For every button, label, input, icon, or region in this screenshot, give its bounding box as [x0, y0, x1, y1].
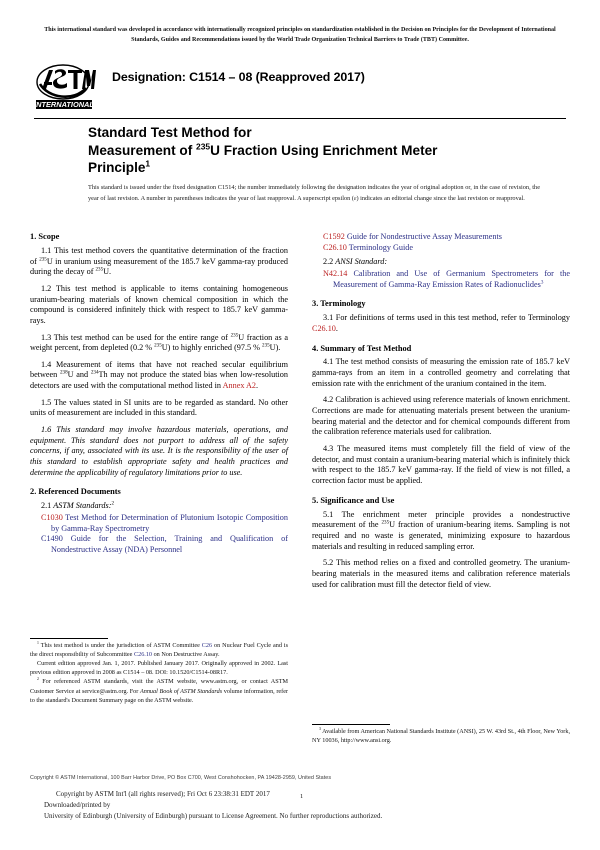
link-c26[interactable]: C26 [201, 642, 213, 649]
title-block [88, 124, 540, 177]
footnote-number-1: 1 [37, 640, 39, 645]
footnote-1-edition: Current edition approved Jan. 1, 2017. Published January 2017. Originally approved in 2002. Last previous edition approved in 2008 as C1514 – 08. DOI: 10.1520/C1514-08R17. [30, 660, 288, 677]
isotope-superscript: 235 [39, 255, 47, 262]
footnote-1: $^1$ This test method is under the jurisdiction of ASTM Committee C26 on Nuclear Fuel Cycle and is the direct responsibility of Subcommittee C26.10 on Non Destructive Assay. [30, 640, 288, 659]
footnotes-right [312, 727, 570, 745]
download-stamp-line-3: University of Edinburgh (University of Edinburgh) pursuant to License Agreement. No further reproductions authorized. [44, 811, 383, 820]
isotope-superscript: 235 [230, 331, 239, 338]
paragraph-4-3: 4.3 The measured items must completely fill the field of view of the detector, and must contain a uranium-bearing material which is infinitely thick with respect to the 185.7 keV gamma-ray. If the field of view is not filled, a correction factor must be applied. [312, 444, 570, 485]
footnote-number-2: 2 [37, 677, 39, 682]
paragraph-1-6: 1.6 This standard may involve hazardous materials, operations, and equipment. This standard does not purport to address all of the safety concerns, if any, associated with its use. It is the responsibility of the user of this standard to establish appropriate safety and health practices and determine the applicability of regulatory limitations prior to use. [30, 425, 288, 477]
link-c1592[interactable]: C1592 [323, 232, 345, 241]
footnote-marker-3: 3 [540, 278, 544, 285]
isotope-superscript: 235 [154, 342, 162, 349]
section-heading-terminology: 3. Terminology [312, 299, 366, 309]
link-c1030[interactable]: C1030 [41, 512, 63, 522]
issued-under-note [88, 183, 540, 204]
paragraph-5-1: 5.1 The enrichment meter principle provides a nondestructive measurement of the $^{235}$U fraction of uranium-bearing items. Sampling is not required and no waste is generated, minimizing exposure to hazardous materials and resulting in reduced sampling error. [312, 509, 570, 551]
tbt-notice [34, 26, 566, 46]
isotope-superscript: 234 [90, 369, 99, 376]
footnote-3: $^3$ Available from American National Standards Institute (ANSI), 25 W. 43rd St., 4th Floor, New York, NY 10036, http://www.ansi.org. [312, 726, 570, 745]
paragraph-4-2: 4.2 Calibration is achieved using reference materials of known enrichment. Corrections are made for attenuating materials present between the uranium-bearing material and the detector and for chemical compounds different from the calibration reference materials used for calibration. [312, 395, 570, 437]
reference-entry-c1030[interactable]: C1030 Test Method for Determination of Plutonium Isotopic Composition by Gamma-Ray Spectrometry [41, 512, 288, 533]
issued-note-text-b: ) indicates an editorial change since the last revision or reapproval. [356, 194, 525, 202]
subheading-ansi-standard: 2.2 ANSI Standard: [323, 257, 388, 267]
isotope-superscript: 235 [381, 519, 390, 526]
issued-note-text-a: This standard is issued under the fixed designation C1514; the number immediately following the designation indicates the year of original adoption or, in the case of revision, the year of last revision. A number in parentheses indicates the year of last reapproval. A superscript epsilon ( [88, 184, 540, 202]
link-terminology-c26-10[interactable]: C26.10 [312, 323, 336, 333]
paragraph-5-2: 5.2 This method relies on a fixed and controlled geometry. The uranium-bearing materials in the measured items and calibration reference materials used for calibration must fill the detector field of view. [312, 558, 570, 589]
title-line-3: Principle$^1$ [88, 158, 151, 176]
title-line-2: Measurement of $^{235}$U Fraction Using Enrichment Meter [88, 141, 438, 158]
document-header [34, 62, 566, 114]
footnote-divider-left [30, 638, 108, 639]
astm-logo [34, 62, 96, 112]
link-c1490[interactable]: C1490 [41, 534, 63, 544]
link-annex-a2[interactable]: Annex A2 [222, 381, 257, 391]
link-n42-14[interactable]: N42.14 [323, 268, 348, 278]
paragraph-1-4: 1.4 Measurement of items that have not reached secular equilibrium between $^{238}$U and $^{234}$Th may not produce the stated bias when low-resolution detectors are used with the computational method listed in Annex A2. [30, 359, 288, 391]
section-heading-scope: 1. Scope [30, 232, 60, 241]
astm-logo-subtext: INTERNATIONAL [34, 100, 94, 109]
isotope-superscript: 235 [95, 266, 104, 273]
header-divider [34, 118, 566, 119]
left-column [30, 232, 288, 556]
footnote-marker-1: 1 [145, 158, 151, 169]
download-stamp-line-2: Downloaded/printed by [44, 800, 111, 809]
download-stamp [44, 789, 564, 822]
paragraph-4-1: 4.1 The test method consists of measuring the emission rate of 185.7 keV gamma-rays from an item in a controlled geometry and correlating that emission rate with the enrichment of the uranium contained in the item. [312, 357, 570, 388]
footnotes-left [30, 641, 288, 705]
isotope-superscript: 235 [262, 342, 270, 349]
link-c26-10[interactable]: C26.10 [323, 242, 347, 252]
designation-label: Designation: C1514 – 08 (Reapproved 2017) [112, 70, 365, 84]
footnote-divider-right [312, 724, 390, 725]
section-heading-significance: 5. Significance and Use [312, 495, 395, 505]
section-heading-referenced-documents: 2. Referenced Documents [30, 487, 121, 497]
paragraph-1-5: 1.5 The values stated in SI units are to be regarded as standard. No other units of measurement are included in this standard. [30, 397, 288, 418]
page-number: 1 [300, 793, 304, 800]
uranium-235-superscript: 235 [196, 141, 211, 152]
paragraph-1-3: 1.3 This test method can be used for the entire range of $^{235}$U fraction as a weight percent, from depleted (0.2 % $^{235}$U) to highly enriched (97.5 % $^{235}$U). [30, 331, 288, 353]
tbt-notice-line-1: This international standard was developed in accordance with internationally recognized principles on standardization established in the Decision on Principles for the [44, 27, 478, 33]
footnote-2: $^2$ For referenced ASTM standards, visit the ASTM website, www.astm.org, or contact ASTM Customer Service at service@astm.org. For Annual Book of ASTM Standards volume information, refer to the standard's Document Summary page on the ASTM website. [30, 677, 289, 704]
copyright-line: Copyright © ASTM International, 100 Barr Harbor Drive, PO Box C700, West Conshohocken, PA 19428-2959, United States [30, 775, 332, 781]
right-column [312, 232, 570, 596]
paragraph-1-2: 1.2 This test method is applicable to items containing homogeneous uranium-bearing materials of known chemical composition in which the compound is considered infinitely thick with respect to 185.7 keV gamma-rays. [30, 283, 288, 325]
reference-entry-c1490[interactable]: C1490 Guide for the Selection, Training and Qualification of Nondestructive Assay (NDA) Personnel [41, 534, 288, 554]
reference-entry-c1592[interactable]: C1592 Guide for Nondestructive Assay Measurements [323, 232, 502, 241]
link-c26-10-footnote[interactable]: C26.10 [133, 651, 153, 659]
download-stamp-line-1: Copyright by ASTM Int'l (all rights reserved); Fri Oct 6 23:38:31 EDT 2017 [56, 790, 270, 798]
subheading-astm-standards: 2.1 ASTM Standards:$^2$ [41, 500, 114, 511]
section-heading-summary: 4. Summary of Test Method [312, 343, 412, 353]
reference-entry-c2610[interactable]: C26.10 Terminology Guide [323, 242, 414, 252]
tbt-notice-line-2: Development of International Standards, Guides and Recommendations issued by the World Trade Organization Technical Barriers to Trade (TBT) Committee. [131, 27, 556, 43]
page-title [88, 124, 540, 177]
astm-logo-icon [34, 62, 96, 112]
isotope-superscript: 238 [60, 369, 68, 376]
footnote-marker-2: 2 [111, 500, 114, 507]
epsilon-symbol: ε [353, 194, 357, 202]
reference-entry-n4214[interactable]: N42.14 Calibration and Use of Germanium Spectrometers for the Measurement of Gamma-Ray Emission Rates of Radionuclides$^3$ [323, 268, 570, 289]
footnote-number-3: 3 [319, 726, 321, 731]
title-line-1: Standard Test Method for [88, 125, 252, 140]
paragraph-3-1: 3.1 For definitions of terms used in this test method, refer to Terminology C26.10. [312, 313, 570, 333]
paragraph-1-1: 1.1 This test method covers the quantitative determination of the fraction of $^{235}$U in uranium using measurement of the 185.7 keV gamma-ray produced during the decay of $^{235}$U. [30, 245, 289, 277]
